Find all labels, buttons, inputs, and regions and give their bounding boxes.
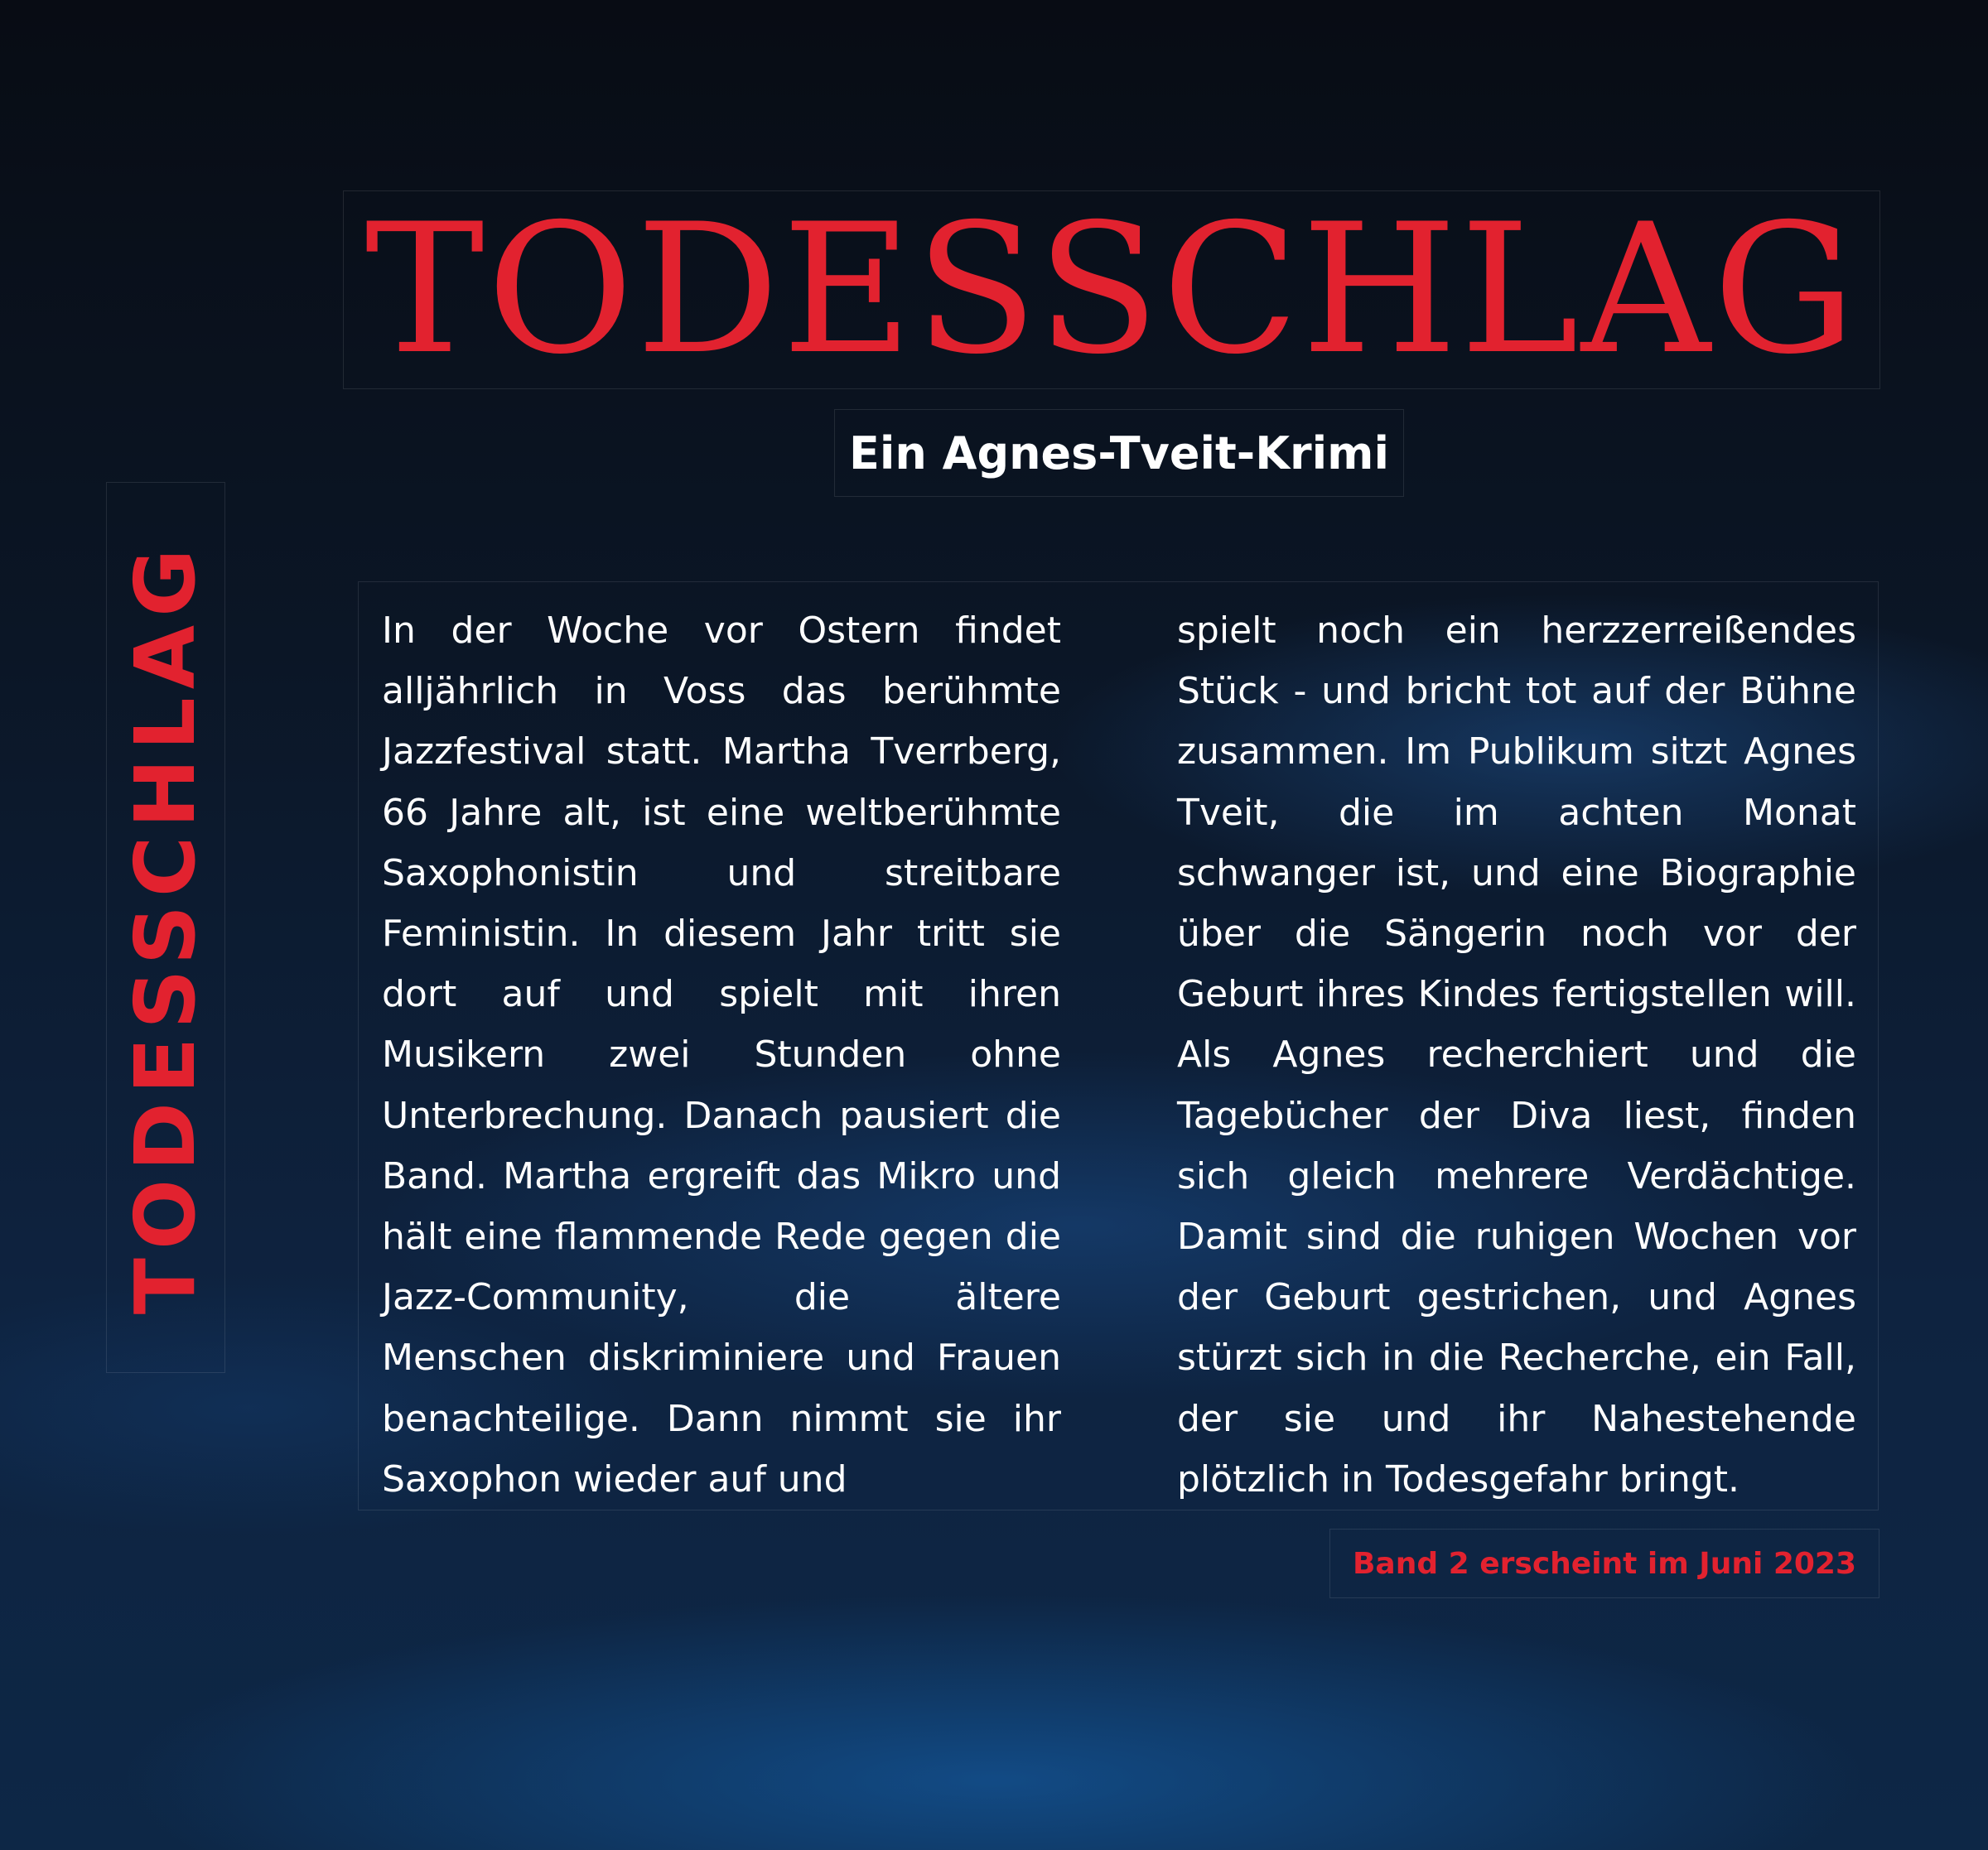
synopsis-column-left: In der Woche vor Ostern findet alljährlich in Voss das berühmte Jazzfestival statt. Martha Tverrberg, 66 Jahre alt, ist eine weltberühmte Saxophonistin und streitbare Feministin. In diesem Jahr tritt sie dort auf und spielt mit ihren Musikern zwei Stunden ohne Unterbrechung. Danach pausiert die Band. Martha ergreift das Mikro und hält eine flammende Rede gegen die Jazz-Community, die ältere Menschen diskriminiere und Frauen benachteilige. Dann nimmt sie ihr Saxophon wieder auf und	[382, 609, 1061, 1501]
book-title: TODESSCHLAG	[343, 190, 1880, 389]
synopsis-box	[358, 581, 1879, 1510]
spine-title: TODESSCHLAG	[117, 540, 214, 1315]
synopsis-column-right: spielt noch ein herzzerreißendes Stück - und bricht tot auf der Bühne zusammen. Im Publikum sitzt Agnes Tveit, die im achten Monat schwanger ist, und eine Biographie über die Sängerin noch vor der Geburt ihres Kindes fertigstellen will. Als Agnes recherchiert und die Tagebücher der Diva liest, finden sich gleich mehrere Verdächtige. Damit sind die ruhigen Wochen vor der Geburt gestrichen, und Agnes stürzt sich in die Recherche, ein Fall, der sie und ihr Nahestehende plötzlich in Todesgefahr bringt.	[1177, 609, 1856, 1501]
release-note: Band 2 erscheint im Juni 2023	[1329, 1529, 1879, 1598]
series-subtitle: Ein Agnes-Tveit-Krimi	[834, 409, 1404, 497]
spine-title-box	[106, 482, 225, 1373]
